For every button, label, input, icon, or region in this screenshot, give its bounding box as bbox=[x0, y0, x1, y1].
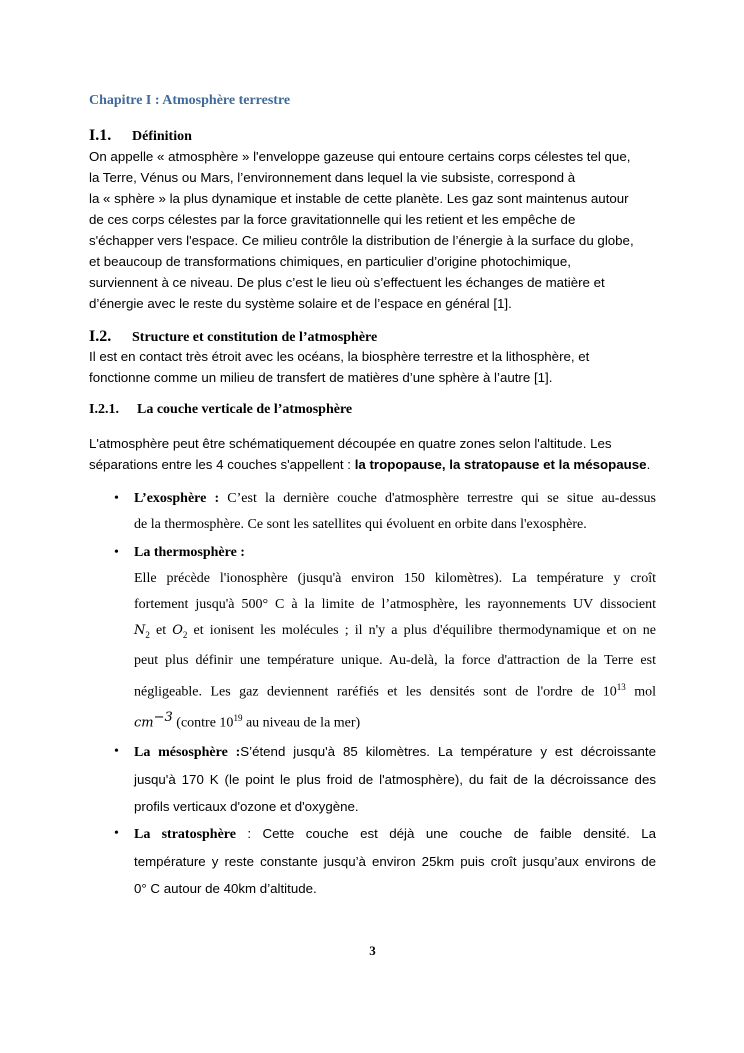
text-line bbox=[134, 738, 656, 766]
layers-paragraph bbox=[89, 433, 656, 475]
section-title: Définition bbox=[132, 129, 192, 144]
text-line: la « sphère » la plus dynamique et instable de cette planète. Les gaz sont maintenus autour bbox=[89, 191, 629, 206]
text-line: Il est en contact très étroit avec les océans, la biosphère terrestre et la lithosphère, et bbox=[89, 349, 590, 364]
text-line: L'atmosphère peut être schématiquement découpée en quatre zones selon l'altitude. Les bbox=[89, 436, 612, 451]
text-span: et ionisent les molécules ; il n'y a plus d'équilibre thermodynamique et on ne bbox=[187, 623, 656, 638]
text-span: et bbox=[149, 623, 173, 638]
item-label: La stratosphère bbox=[134, 827, 236, 843]
bullet-icon: • bbox=[114, 545, 119, 560]
text-line: de la thermosphère. Ce sont les satellites qui évoluent en orbite dans l'exosphère. bbox=[134, 517, 587, 532]
item-label: L’exosphère : bbox=[134, 491, 220, 506]
math-subscript: 2 bbox=[145, 629, 150, 640]
text-line bbox=[89, 454, 656, 475]
bold-layer-names: la tropopause, la stratopause et la mésopause bbox=[354, 457, 647, 472]
text-span: séparations entre les 4 couches s'appellent : bbox=[89, 457, 355, 472]
math-exponent: 13 bbox=[616, 681, 626, 692]
bullet-icon: • bbox=[114, 826, 119, 842]
text-span: S’étend jusqu'à 85 kilomètres. La température y est décroissante bbox=[240, 744, 656, 760]
text-line: Elle précède l'ionosphère (jusqu'à environ 150 kilomètres). La température y croît bbox=[134, 571, 656, 586]
item-label: La mésosphère : bbox=[134, 745, 241, 761]
text-line: d’énergie avec le reste du système solaire et de l’espace en général [1]. bbox=[89, 296, 512, 311]
section-number: I.1. bbox=[89, 127, 112, 144]
math-symbol: N bbox=[134, 623, 146, 638]
math-symbol: cm bbox=[134, 716, 154, 732]
text-span: . bbox=[646, 457, 651, 472]
text-span: C’est la dernière couche d'atmosphère terrestre qui se situe au-dessus bbox=[227, 491, 656, 506]
text-line: On appelle « atmosphère » l'enveloppe gazeuse qui entoure certains corps célestes tel que, bbox=[89, 149, 631, 164]
section-heading-structure bbox=[89, 328, 377, 346]
subsection-number: I.2.1. bbox=[89, 402, 119, 417]
section-heading-definition bbox=[89, 127, 192, 145]
list-item-thermosphere bbox=[89, 540, 656, 737]
text-line bbox=[134, 705, 656, 737]
text-span: mol bbox=[625, 684, 656, 700]
section-number: I.2. bbox=[89, 328, 112, 345]
text-span: au niveau de la mer) bbox=[242, 716, 361, 732]
page-number: 3 bbox=[369, 943, 376, 958]
text-line: température y reste constante jusqu’à environ 25km puis croît jusqu’aux environs de bbox=[134, 854, 656, 870]
list-item-stratosphere bbox=[89, 820, 656, 902]
text-line bbox=[134, 820, 656, 848]
math-subscript: 2 bbox=[182, 629, 188, 640]
item-label: La thermosphère : bbox=[134, 545, 245, 560]
text-line: 0° C autour de 40km d’altitude. bbox=[134, 881, 317, 897]
section-title: Structure et constitution de l’atmosphère bbox=[132, 330, 378, 345]
text-span: : Cette couche est déjà une couche de faible densité. La bbox=[235, 826, 657, 842]
text-span: (contre 10 bbox=[172, 716, 234, 732]
list-item-mesosphere bbox=[89, 738, 656, 820]
text-line: peut plus définir une température unique. Au-delà, la force d'attraction de la Terre est bbox=[134, 652, 656, 668]
text-line bbox=[134, 486, 656, 512]
text-span: négligeable. Les gaz deviennent raréfiés et les densités sont de l'ordre de 10 bbox=[134, 684, 617, 700]
text-line: jusqu'à 170 K (le point le plus froid de l'atmosphère), du fait de la décroissance des bbox=[134, 772, 656, 788]
bullet-icon: • bbox=[114, 491, 119, 506]
text-line bbox=[134, 618, 656, 648]
subsection-heading-vertical-layer bbox=[89, 402, 352, 418]
subsection-title: La couche verticale de l’atmosphère bbox=[137, 402, 353, 417]
text-line: s'échapper vers l'espace. Ce milieu contrôle la distribution de l’énergie à la surface du globe, bbox=[89, 233, 634, 248]
text-line: la Terre, Vénus ou Mars, l’environnement dans lequel la vie subsiste, correspond à bbox=[89, 170, 576, 185]
math-symbol: O bbox=[172, 623, 183, 638]
definition-paragraph bbox=[89, 146, 656, 314]
bullet-icon: • bbox=[114, 744, 119, 760]
text-line: fonctionne comme un milieu de transfert de matières d’une sphère à l’autre [1]. bbox=[89, 370, 553, 385]
structure-paragraph bbox=[89, 346, 656, 388]
math-exponent: 19 bbox=[233, 713, 243, 724]
chapter-title: Chapitre I : Atmosphère terrestre bbox=[89, 93, 291, 108]
text-line: surviennent à ce niveau. De plus c’est le lieu où s’effectuent les échanges de matière et bbox=[89, 275, 605, 290]
text-line: de ces corps célestes par la force gravitationnelle qui les retient et les empêche de bbox=[89, 212, 576, 227]
text-line bbox=[134, 674, 656, 706]
math-exponent: −3 bbox=[153, 710, 173, 726]
atmosphere-layers-list bbox=[89, 486, 656, 902]
text-line: fortement jusqu'à 500° C à la limite de l’atmosphère, les rayonnements UV dissocient bbox=[134, 597, 656, 612]
text-line: et beaucoup de transformations chimiques, en particulier d’origine photochimique, bbox=[89, 254, 571, 269]
list-item-exosphere bbox=[89, 486, 656, 538]
text-line: profils verticaux d'ozone et d'oxygène. bbox=[134, 799, 359, 815]
text-line bbox=[134, 540, 656, 566]
